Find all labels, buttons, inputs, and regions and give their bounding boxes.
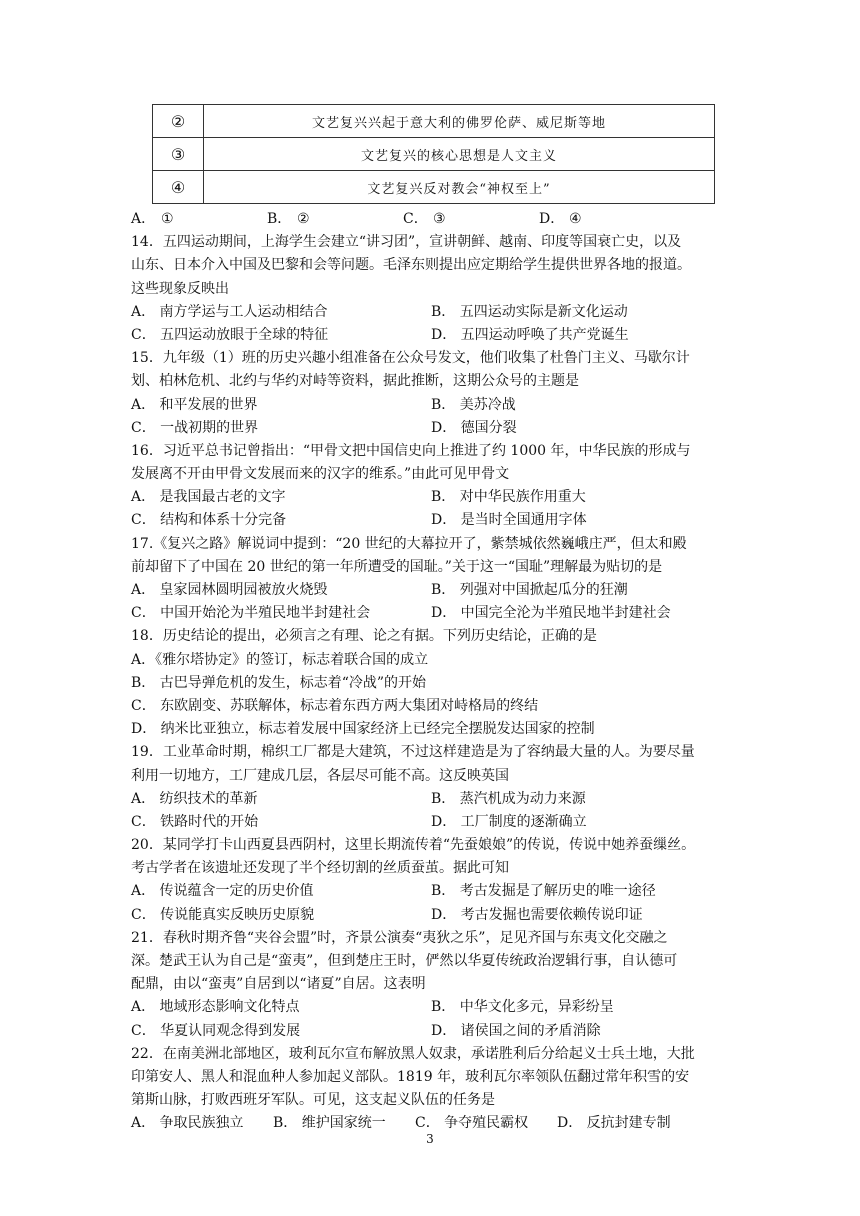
option-c: C． 结构和体系十分完备 (131, 512, 287, 529)
option-row (131, 904, 731, 927)
option-d: D． ④ (539, 211, 582, 227)
option-d: D． 诸侯国之间的矛盾消除 (431, 1022, 601, 1039)
option-c: C． 一战初期的世界 (131, 419, 259, 436)
row-number: ② (153, 105, 204, 138)
option-row (131, 324, 731, 347)
option-d: D． 是当时全国通用字体 (431, 512, 587, 529)
option-c: C． 五四运动放眼于全球的特征 (131, 326, 329, 343)
row-statement: 文艺复兴反对教会“神权至上” (204, 171, 715, 204)
option-row (131, 394, 731, 417)
option-row (131, 417, 731, 440)
option-d: D． 德国分裂 (431, 419, 517, 436)
q13-options (131, 208, 731, 231)
page-number: 3 (426, 1132, 434, 1146)
question-text: 配鼎，由以“蛮夷”自居到以“诸夏”自居。这表明 (131, 976, 426, 993)
question-text: 15．九年级（1）班的历史兴趣小组准备在公众号发文，他们收集了杜鲁门主义、马歇尔计 (131, 350, 690, 367)
option-c: C． 中国开始沦为半殖民地半封建社会 (131, 605, 371, 622)
question-text: 这些现象反映出 (131, 280, 229, 297)
option-b: B． 古巴导弹危机的发生，标志着“冷战”的开始 (131, 674, 427, 691)
statement-table (152, 104, 715, 204)
option-d: D． 中国完全沦为半殖民地半封建社会 (431, 605, 671, 622)
question-text: 20．某同学打卡山西夏县西阴村，这里长期流传着“先蚕娘娘”的传说，传说中她养蚕缫丝。 (131, 837, 696, 854)
option-a: A． 和平发展的世界 (131, 396, 258, 413)
option-a: A． 纺织技术的革新 (131, 790, 258, 807)
question-text: 山东、日本介入中国及巴黎和会等问题。毛泽东则提出应定期给学生提供世界各地的报道。 (131, 257, 691, 274)
option-row (131, 996, 731, 1019)
question-text: 17.《复兴之路》解说词中提到：“20 世纪的大幕拉开了，紫禁城依然巍峨庄严，但太和殿 (131, 535, 687, 552)
option-row (131, 602, 731, 625)
option-c: C． 东欧剧变、苏联解体，标志着东西方两大集团对峙格局的终结 (131, 697, 539, 714)
option-row (131, 880, 731, 903)
question-text: 前却留下了中国在 20 世纪的第一年所遭受的国耻。”关于这一“国耻”理解最为贴切的是 (131, 558, 663, 575)
option-c: C． 争夺殖民霸权 (415, 1115, 529, 1132)
option-b: B． 对中华民族作用重大 (431, 489, 586, 506)
question-text: 发展离不开由甲骨文发展而来的汉字的维系。”由此可见甲骨文 (131, 466, 510, 483)
question-text: 考古学者在该遗址还发现了半个经切割的丝质蚕茧。据此可知 (131, 860, 509, 877)
option-d: D． 反抗封建专制 (557, 1115, 671, 1132)
row-number: ③ (153, 138, 204, 171)
question-text: 深。楚武王认为自己是“蛮夷”，但到楚庄王时，俨然以华夏传统政治逻辑行事，自认德可 (131, 953, 678, 969)
question-text: 利用一切地方，工厂建成几层，各层尽可能不高。这反映英国 (131, 767, 509, 784)
question-text: 第斯山脉，打败西班牙军队。可见，这支起义队伍的任务是 (131, 1092, 495, 1109)
option-row (131, 788, 731, 811)
questions (131, 208, 731, 1136)
question-text: 划、柏林危机、北约与华约对峙等资料，据此推断，这期公众号的主题是 (131, 373, 579, 390)
row-statement: 文艺复兴兴起于意大利的佛罗伦萨、威尼斯等地 (204, 105, 715, 138)
question-text: 22．在南美洲北部地区，玻利瓦尔宣布解放黑人奴隶，承诺胜利后分给起义士兵土地，大批 (131, 1045, 695, 1062)
question-text: 18．历史结论的提出，必须言之有理、论之有据。下列历史结论，正确的是 (131, 628, 597, 645)
question-text: 印第安人、黑人和混血种人参加起义部队。1819 年，玻利瓦尔率领队伍翻过常年积雪的安 (131, 1068, 690, 1085)
table-row (153, 105, 715, 138)
option-row (131, 486, 731, 509)
option-row (131, 301, 731, 324)
option-a: A． 争取民族独立 (131, 1115, 244, 1132)
option-d: D． 考古发掘也需要依赖传说印证 (431, 906, 643, 923)
option-row (131, 1020, 731, 1043)
option-c: C． 传说能真实反映历史原貌 (131, 906, 315, 923)
option-a: A．《雅尔塔协定》的签订，标志着联合国的成立 (131, 651, 429, 668)
question-text: 21．春秋时期齐鲁“夹谷会盟”时，齐景公演奏“夷狄之乐”，足见齐国与东夷文化交融之 (131, 929, 668, 946)
option-a: A． ① (131, 211, 174, 227)
option-c: C． 华夏认同观念得到发展 (131, 1022, 301, 1039)
option-b: B． 蒸汽机成为动力来源 (431, 790, 586, 807)
question-text: 16．习近平总书记曾指出：“甲骨文把中国信史向上推进了约 1000 年，中华民族的形成与 (131, 442, 691, 459)
option-b: B． 五四运动实际是新文化运动 (431, 303, 628, 320)
option-b: B． 维护国家统一 (273, 1115, 386, 1132)
question-text: 19．工业革命时期，棉织工厂都是大建筑，不过这样建造是为了容纳最大量的人。为要尽量 (131, 744, 695, 761)
table-row (153, 138, 715, 171)
option-b: B． 考古发掘是了解历史的唯一途径 (431, 883, 656, 900)
option-d: D． 工厂制度的逐渐确立 (431, 813, 587, 830)
option-b: B． 美苏冷战 (431, 396, 516, 413)
row-number: ④ (153, 171, 204, 204)
option-c: C． ③ (403, 211, 446, 227)
option-row (131, 811, 731, 834)
option-row (131, 579, 731, 602)
option-d: D． 五四运动呼唤了共产党诞生 (431, 326, 629, 343)
option-b: B． ② (267, 211, 310, 227)
row-statement: 文艺复兴的核心思想是人文主义 (204, 138, 715, 171)
option-d: D． 纳米比亚独立，标志着发展中国家经济上已经完全摆脱发达国家的控制 (131, 721, 595, 738)
option-b: B． 中华文化多元，异彩纷呈 (431, 999, 614, 1016)
option-row (131, 509, 731, 532)
option-c: C． 铁路时代的开始 (131, 813, 259, 830)
table-row (153, 171, 715, 204)
question-text: 14．五四运动期间，上海学生会建立“讲习团”，宣讲朝鲜、越南、印度等国衰亡史，以及 (131, 234, 682, 251)
option-a: A． 皇家园林圆明园被放火烧毁 (131, 582, 328, 598)
option-a: A． 南方学运与工人运动相结合 (131, 303, 328, 320)
option-a: A． 是我国最古老的文字 (131, 489, 286, 506)
option-a: A． 传说蕴含一定的历史价值 (131, 883, 314, 900)
option-b: B． 列强对中国掀起瓜分的狂潮 (431, 582, 628, 598)
option-a: A． 地域形态影响文化特点 (131, 999, 300, 1016)
